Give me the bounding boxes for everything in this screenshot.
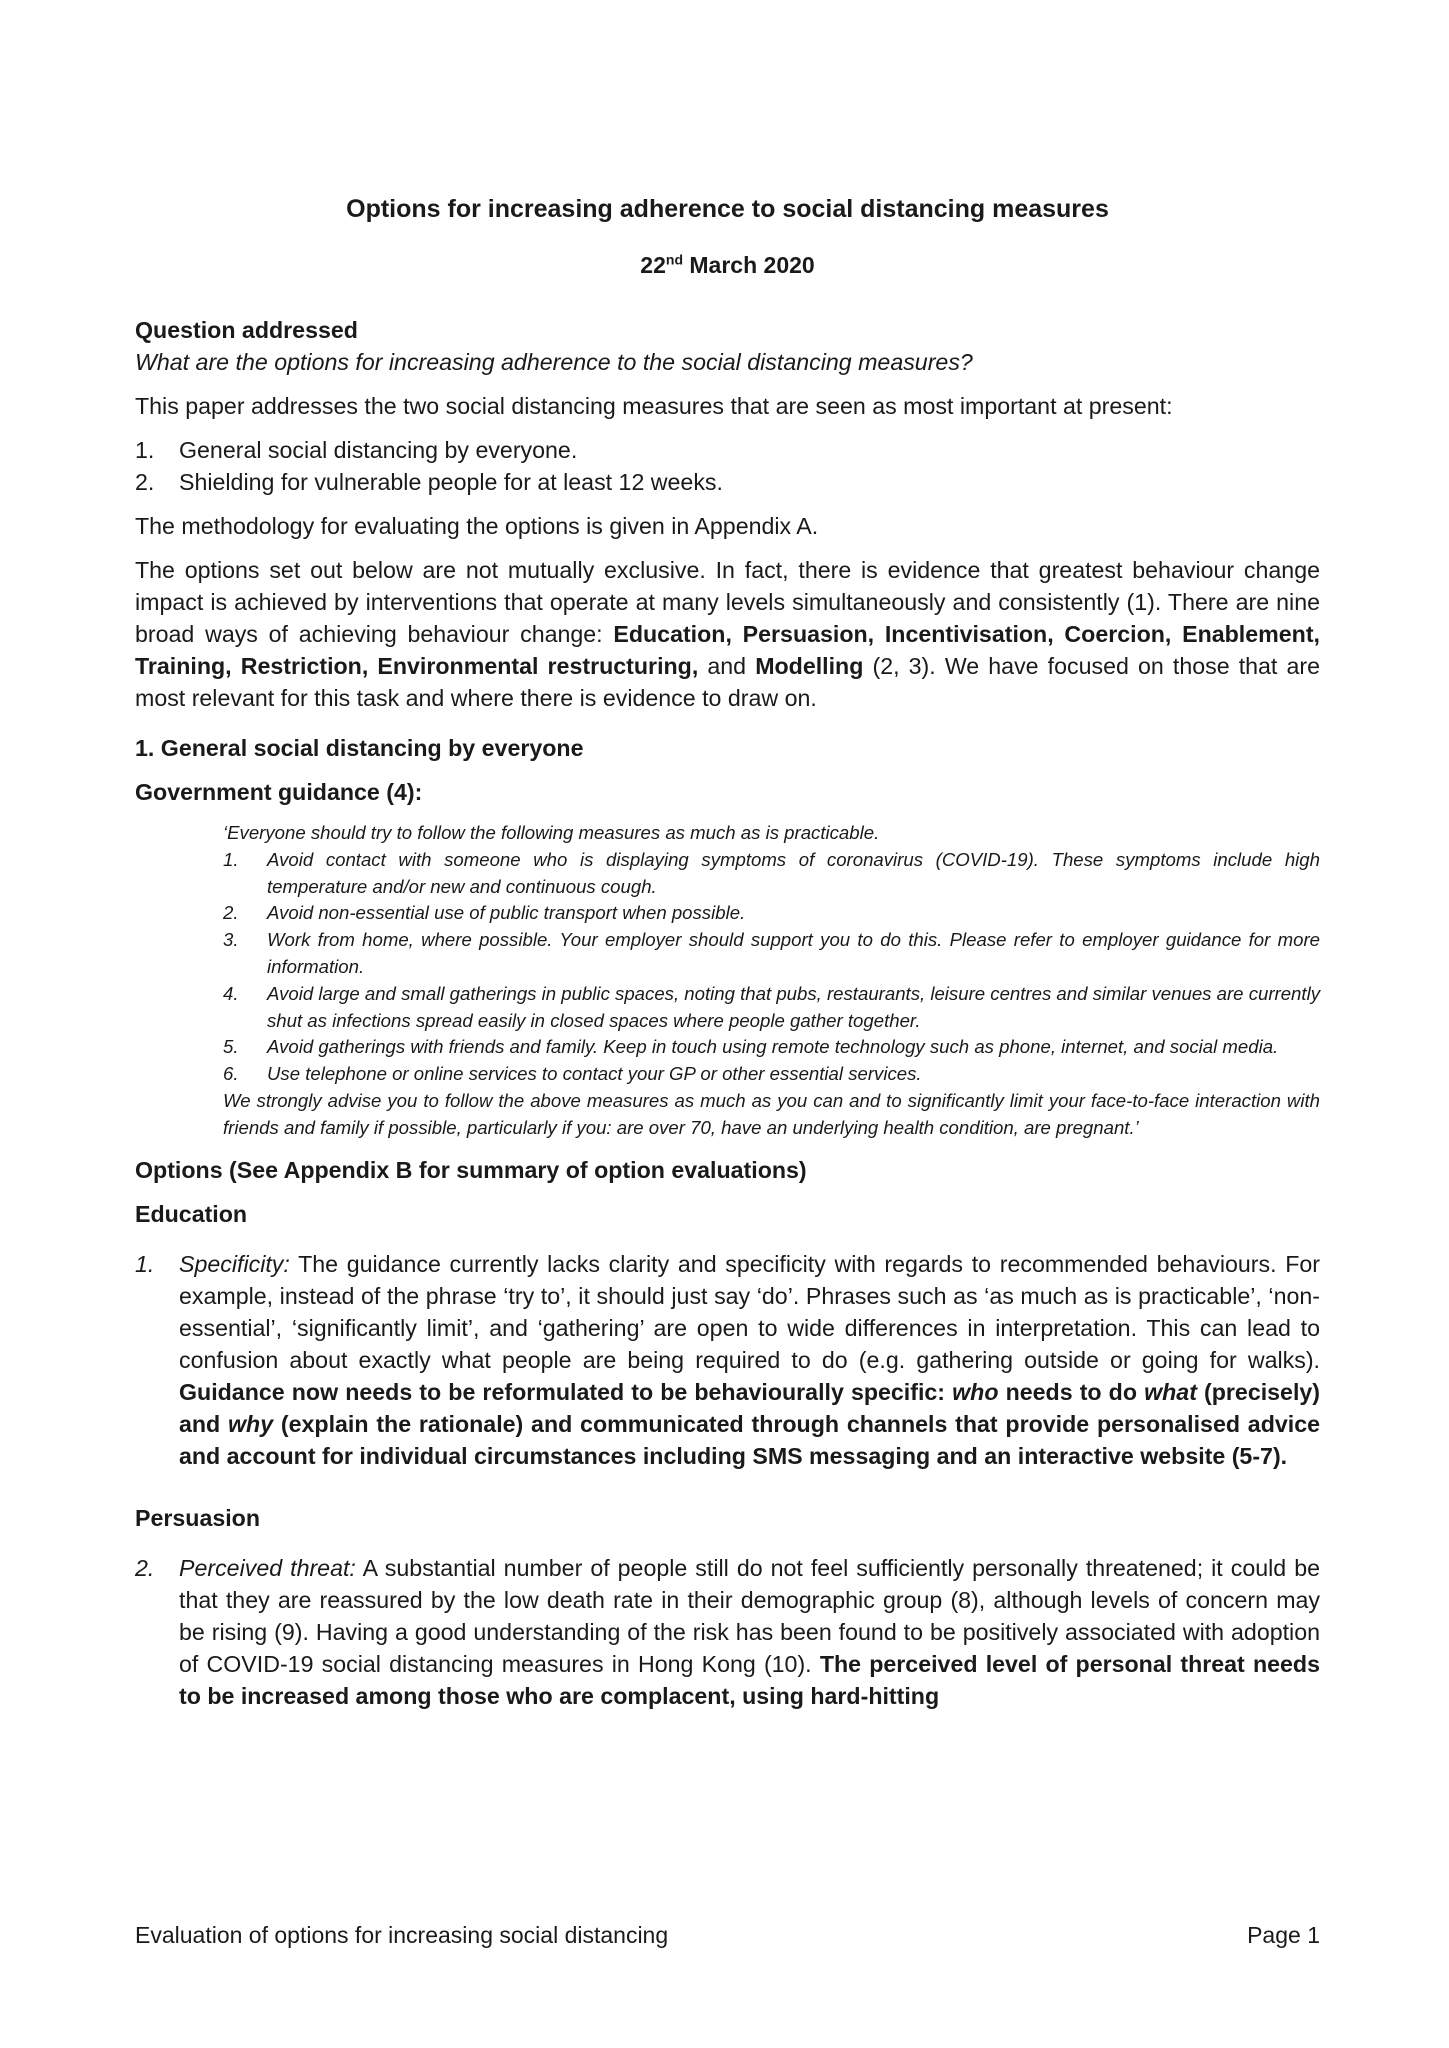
guidance-quote <box>223 820 1320 1142</box>
option-specificity <box>135 1248 1320 1472</box>
option-text: A substantial number of people still do not feel sufficiently personally threatened; it could be that they are reassured by the low death rate in their demographic group (8), although levels of concern may be rising (9). Having a good understanding of the risk has been found to be positively associated with adoption of COVID-19 social distancing measures in Hong Kong (10). <box>179 1554 1321 1677</box>
list-item <box>223 1061 1320 1088</box>
list-text: Use telephone or online services to contact your GP or other essential services. <box>267 1063 922 1085</box>
list-item <box>223 981 1320 1035</box>
document-title: Options for increasing adherence to social distancing measures <box>346 195 1109 223</box>
section1-heading: 1. General social distancing by everyone <box>135 735 584 761</box>
option-bold: (explain the rationale) and communicated through channels that provide personalised advice and account for individual circumstances including SMS messaging and an interactive website (5-7). <box>179 1410 1320 1469</box>
list-item <box>135 466 1320 498</box>
list-item <box>135 434 1320 466</box>
list-text: Avoid gatherings with friends and family. Keep in touch using remote technology such as phone, internet, and social media. <box>267 1036 1279 1058</box>
intro-paragraph: This paper addresses the two social distancing measures that are seen as most important at present: <box>135 393 1173 419</box>
option-lead: Specificity: <box>179 1250 290 1277</box>
question-heading: Question addressed <box>135 317 358 343</box>
document-date <box>135 252 1320 279</box>
list-text: Avoid non-essential use of public transport when possible. <box>267 902 746 924</box>
list-text: Shielding for vulnerable people for at least 12 weeks. <box>179 469 723 495</box>
list-text: General social distancing by everyone. <box>179 437 578 463</box>
date-day: 22 <box>640 252 666 278</box>
option-perceived-threat <box>135 1552 1320 1712</box>
education-heading: Education <box>135 1200 248 1227</box>
document-page <box>135 0 1320 2048</box>
list-number: 2. <box>135 1554 155 1581</box>
list-number: 1. <box>135 437 155 463</box>
list-text: Avoid contact with someone who is displaying symptoms of coronavirus (COVID-19). These symptoms include high temperature and/or new and continuous cough. <box>267 848 1320 897</box>
list-text: Work from home, where possible. Your employer should support you to do this. Please refer to employer guidance for more information. <box>267 929 1320 977</box>
persuasion-heading: Persuasion <box>135 1504 261 1531</box>
list-item <box>223 927 1320 981</box>
list-number: 2. <box>135 469 155 495</box>
date-suffix: nd <box>665 251 683 268</box>
options-modelling: Modelling <box>755 653 864 679</box>
list-number: 1. <box>135 1250 155 1277</box>
list-number: 3. <box>223 929 239 951</box>
option-bold: (precisely) and <box>179 1378 1321 1437</box>
list-number: 2. <box>223 902 239 924</box>
options-and: and <box>698 653 756 679</box>
question-text: What are the options for increasing adherence to the social distancing measures? <box>135 349 973 375</box>
methodology-paragraph: The methodology for evaluating the options is given in Appendix A. <box>135 513 819 539</box>
options-text-end: (2, 3). We have focused on those that are most relevant for this task and where there is evidence to draw on. <box>135 653 1320 711</box>
option-text: The guidance currently lacks clarity and specificity with regards to recommended behaviours. For example, instead of the phrase ‘try to’, it should just say ‘do’. Phrases such as ‘as much as is practicable’, ‘non-essential’, ‘significantly limit’, and ‘gathering’ are open to wide differences in interpretation. This can lead to confusion about exactly what people are being required to do (e.g. gathering outside or going for walks). <box>179 1250 1320 1373</box>
list-item <box>223 900 1320 927</box>
guidance-outro: We strongly advise you to follow the above measures as much as you can and to significantly limit your face-to-face interaction with friends and family if possible, particularly if you: are over 70, have an underlying health condition, are pregnant.’ <box>223 1089 1320 1138</box>
list-item <box>223 847 1320 901</box>
option-bold-italic: what <box>1144 1378 1197 1405</box>
options-ways: Education, Persuasion, Incentivisation, Coercion, Enablement, Training, Restriction, Environmental restructuring, <box>135 621 1320 679</box>
options-text: The options set out below are not mutually exclusive. In fact, there is evidence that greatest behaviour change impact is achieved by interventions that operate at many levels simultaneously and consistently (1). There are nine broad ways of achieving behaviour change: <box>135 557 1320 647</box>
guidance-intro: ‘Everyone should try to follow the following measures as much as is practicable. <box>223 822 880 843</box>
options-paragraph <box>135 554 1320 714</box>
option-bold: needs to do <box>998 1378 1145 1405</box>
list-number: 4. <box>223 982 239 1004</box>
document-body <box>135 314 1320 1712</box>
page-number: Page 1 <box>1247 1922 1320 1948</box>
list-number: 1. <box>223 848 239 870</box>
gov-guidance-heading: Government guidance (4): <box>135 779 423 805</box>
option-bold: Guidance now needs to be reformulated to be behaviourally specific: <box>179 1378 953 1405</box>
measures-list <box>135 434 1320 498</box>
date-rest: March 2020 <box>683 252 815 278</box>
list-text: Avoid large and small gatherings in public spaces, noting that pubs, restaurants, leisure centres and similar venues are currently shut as infections spread easily in closed spaces where people gather together. <box>267 982 1320 1031</box>
option-bold-italic: why <box>228 1410 274 1437</box>
option-lead: Perceived threat: <box>179 1554 356 1581</box>
options-heading: Options (See Appendix B for summary of option evaluations) <box>135 1156 807 1183</box>
option-bold-italic: who <box>952 1378 999 1405</box>
option-bold: The perceived level of personal threat needs to be increased among those who are complacent, using hard-hitting <box>179 1650 1320 1709</box>
footer-title: Evaluation of options for increasing social distancing <box>135 1922 669 1948</box>
list-number: 6. <box>223 1063 239 1085</box>
list-item <box>223 1034 1320 1061</box>
list-number: 5. <box>223 1036 239 1058</box>
